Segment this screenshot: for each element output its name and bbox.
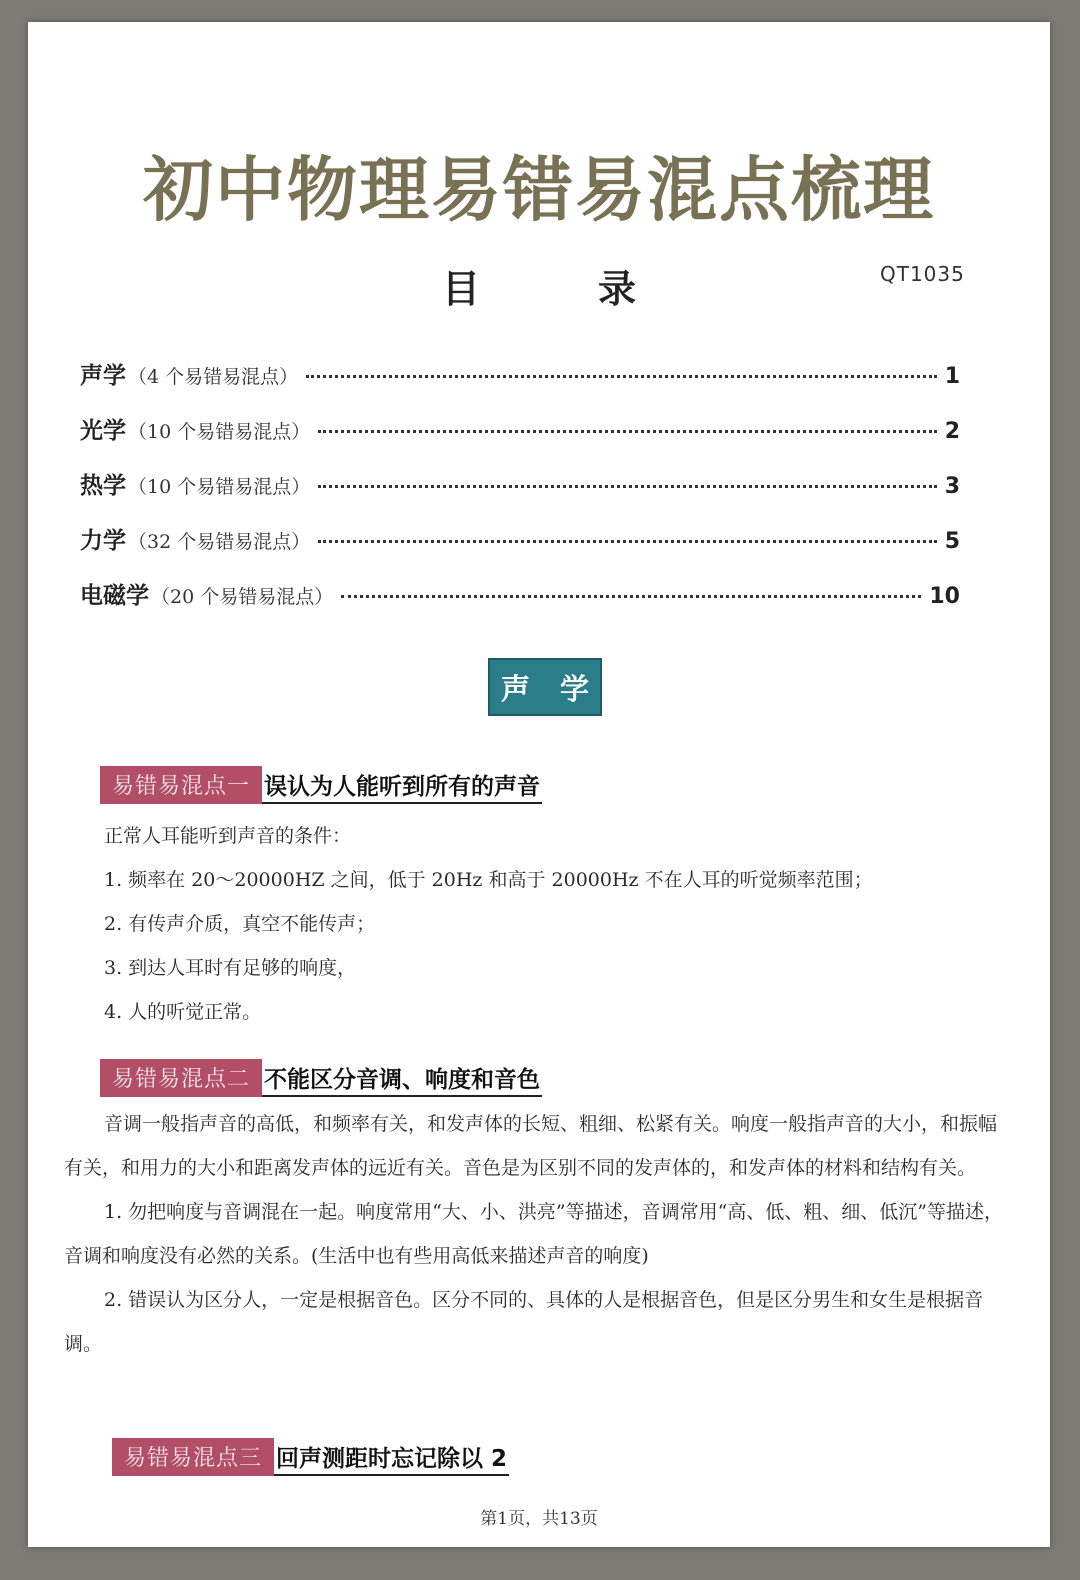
body-paragraph: 音调一般指声音的高低，和频率有关，和发声体的长短、粗细、松紧有关。响度一般指声音的大小，和振幅有关，和用力的大小和距离发声体的远近有关。音色是为区别不同的发声体的，和发声体的材料和结构有关。 <box>64 1113 998 1179</box>
toc-count: （10 个易错易混点） <box>128 476 311 498</box>
point-heading-1 <box>100 766 542 804</box>
toc-count: （4 个易错易混点） <box>128 366 299 388</box>
toc-entry-electromagnetism[interactable] <box>80 577 960 632</box>
section-badge-acoustics: 声 学 <box>488 658 602 716</box>
toc-heading: 目 录 <box>441 267 676 311</box>
toc-leader <box>306 375 937 378</box>
toc-entry-thermal[interactable] <box>80 467 960 522</box>
toc-page-number: 5 <box>944 529 960 554</box>
point-heading-2 <box>100 1059 542 1097</box>
point-title: 误认为人能听到所有的声音 <box>262 768 542 804</box>
document-page <box>28 22 1050 1547</box>
point-title: 回声测距时忘记除以 2 <box>274 1440 509 1476</box>
point-2-body <box>64 1102 1014 1366</box>
toc-page-number: 10 <box>929 584 960 609</box>
page-footer: 第1页，共13页 <box>480 1509 598 1529</box>
toc-leader <box>341 595 921 598</box>
toc-subject: 力学 <box>80 528 126 554</box>
toc-subject: 光学 <box>80 418 126 444</box>
body-line: 正常人耳能听到声音的条件： <box>104 825 352 847</box>
toc-leader <box>318 485 936 488</box>
body-line: 3. 到达人耳时有足够的响度， <box>104 957 357 979</box>
toc-leader <box>318 540 936 543</box>
toc-leader <box>318 430 936 433</box>
toc-count: （32 个易错易混点） <box>128 531 311 553</box>
body-line: 2. 有传声介质，真空不能传声； <box>104 913 376 935</box>
page-title: 初中物理易错易混点梳理 <box>143 149 935 231</box>
body-paragraph: 1. 勿把响度与音调混在一起。响度常用“大、小、洪亮”等描述，音调常用“高、低、粗、细、低沉”等描述，音调和响度没有必然的关系。(生活中也有些用高低来描述声音的响度) <box>64 1201 1004 1267</box>
toc-subject: 热学 <box>80 473 126 499</box>
toc-count: （20 个易错易混点） <box>151 586 334 608</box>
body-line: 1. 频率在 20～20000HZ 之间，低于 20Hz 和高于 20000Hz 不在人耳的听觉频率范围； <box>104 869 873 891</box>
toc-count: （10 个易错易混点） <box>128 421 311 443</box>
point-tag: 易错易混点二 <box>100 1059 262 1097</box>
point-tag: 易错易混点一 <box>100 766 262 804</box>
point-1-body <box>104 814 1004 1034</box>
table-of-contents <box>80 357 960 632</box>
toc-subject: 声学 <box>80 363 126 389</box>
body-line: 4. 人的听觉正常。 <box>104 1001 262 1023</box>
toc-entry-acoustics[interactable] <box>80 357 960 412</box>
toc-subject: 电磁学 <box>80 583 149 609</box>
toc-entry-mechanics[interactable] <box>80 522 960 577</box>
point-title: 不能区分音调、响度和音色 <box>262 1061 542 1097</box>
point-heading-3 <box>112 1438 509 1476</box>
toc-page-number: 1 <box>944 364 960 389</box>
toc-page-number: 2 <box>944 419 960 444</box>
document-code: QT1035 <box>880 262 965 286</box>
toc-page-number: 3 <box>944 474 960 499</box>
body-paragraph: 2. 错误认为区分人，一定是根据音色。区分不同的、具体的人是根据音色，但是区分男生和女生是根据音调。 <box>64 1289 984 1355</box>
toc-entry-optics[interactable] <box>80 412 960 467</box>
point-tag: 易错易混点三 <box>112 1438 274 1476</box>
